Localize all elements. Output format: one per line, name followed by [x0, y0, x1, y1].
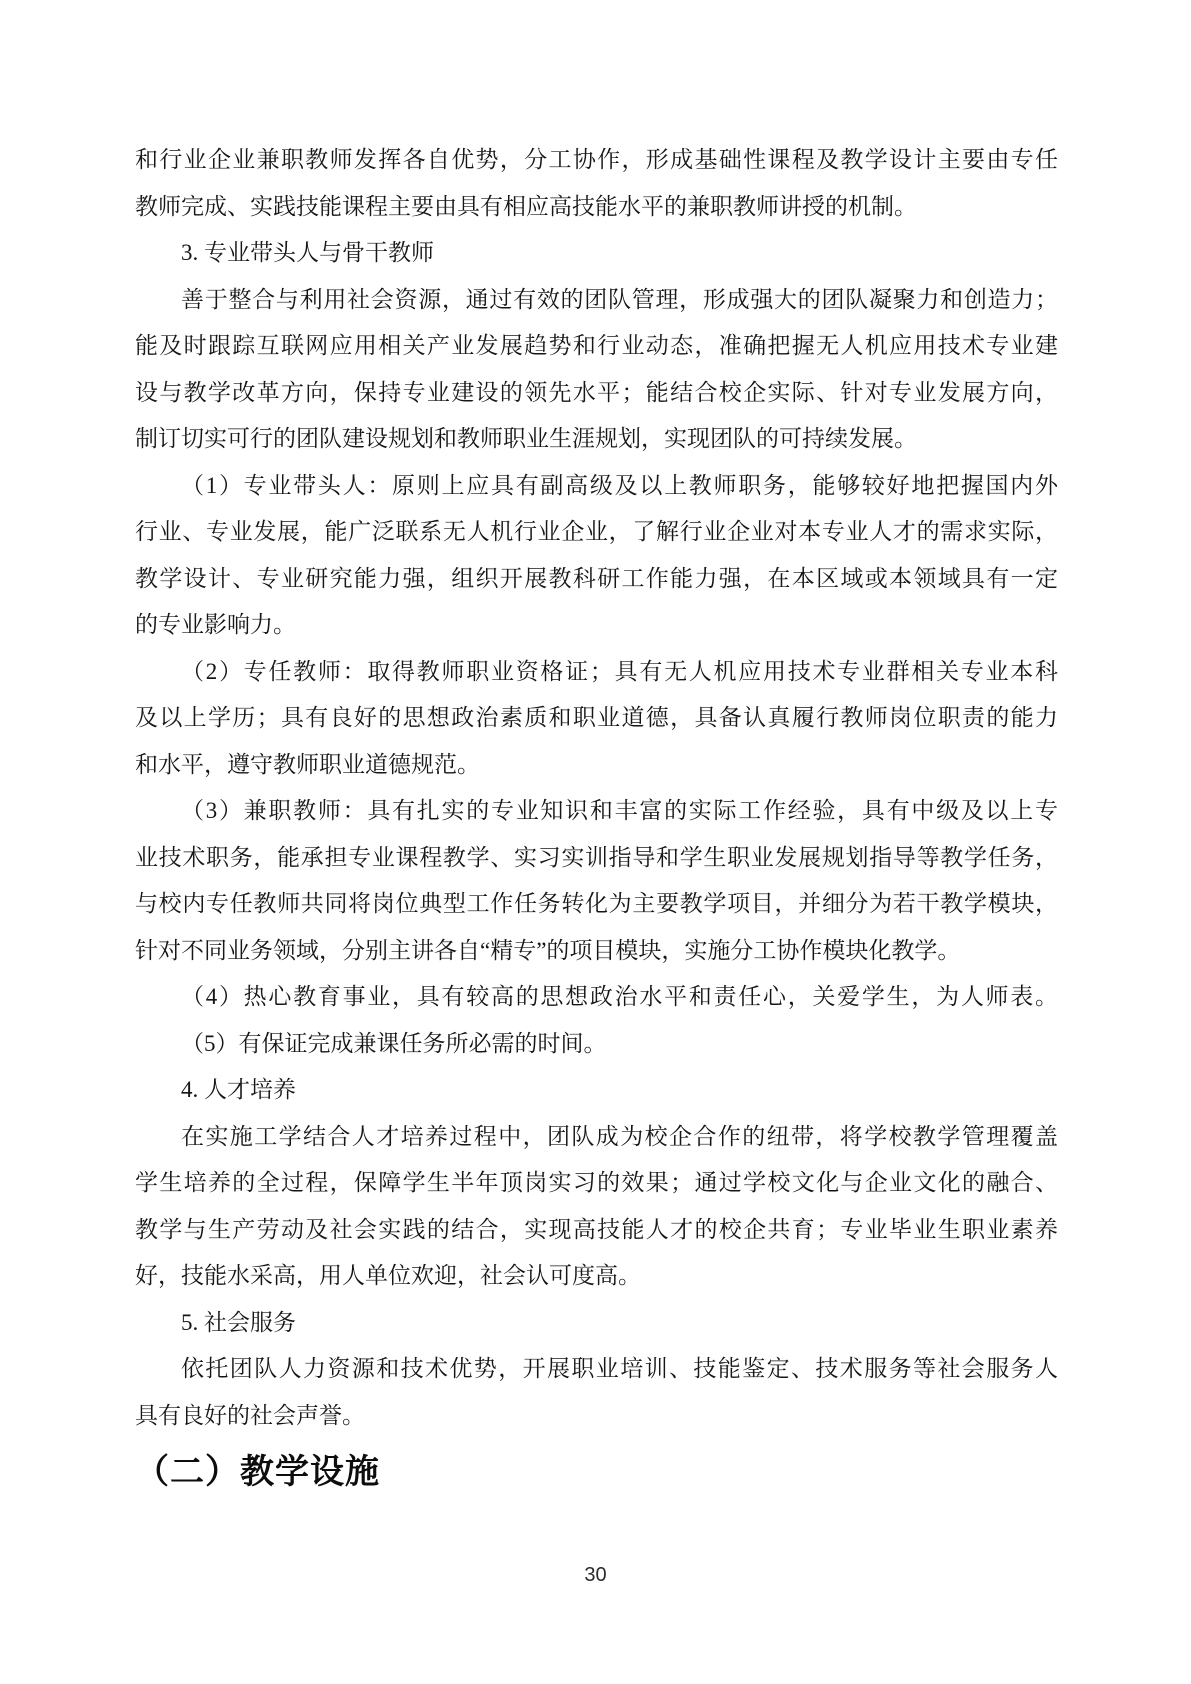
text-line: 制订切实可行的团队建设规划和教师职业生涯规划，实现团队的可持续发展。	[135, 426, 917, 451]
text-line: （2）专任教师：取得教师职业资格证；具有无人机应用技术专业群相关专业本科	[181, 658, 1058, 684]
text-line: 善于整合与利用社会资源，通过有效的团队管理，形成强大的团队凝聚力和创造力；	[181, 286, 1058, 312]
text-line: 具有良好的社会声誉。	[135, 1402, 365, 1428]
text-line: 教学设计、专业研究能力强，组织开展教科研工作能力强，在本区域或本领域具有一定	[135, 565, 1058, 591]
page-footer	[0, 1564, 1191, 1587]
text-line: 学生培养的全过程，保障学生半年顶岗实习的效果；通过学校文化与企业文化的融合、	[135, 1170, 1058, 1195]
document-body	[135, 137, 1058, 1439]
text-line: 3. 专业带头人与骨干教师	[181, 240, 434, 265]
text-line: 与校内专任教师共同将岗位典型工作任务转化为主要教学项目，并细分为若干教学模块，	[135, 891, 1058, 916]
text-line: 依托团队人力资源和技术优势，开展职业培训、技能鉴定、技术服务等社会服务人	[181, 1356, 1058, 1381]
text-line: 行业、专业发展，能广泛联系无人机行业企业，了解行业企业对本专业人才的需求实际，	[135, 519, 1058, 544]
text-line: （1）专业带头人：原则上应具有副高级及以上教师职务，能够较好地把握国内外	[181, 472, 1058, 498]
text-line: （5）有保证完成兼课任务所必需的时间。	[181, 1030, 607, 1056]
text-line: （4）热心教育事业，具有较高的思想政治水平和责任心，关爱学生，为人师表。	[181, 984, 1058, 1009]
text-line: 在实施工学结合人才培养过程中，团队成为校企合作的纽带，将学校教学管理覆盖	[181, 1123, 1058, 1149]
text-line: 及以上学历；具有良好的思想政治素质和职业道德，具备认真履行教师岗位职责的能力	[135, 705, 1058, 730]
page-number: 30	[584, 1564, 607, 1586]
section-heading: （二）教学设施	[135, 1453, 380, 1491]
text-line: 和水平，遵守教师职业道德规范。	[135, 751, 480, 777]
text-line: 针对不同业务领域，分别主讲各自“精专”的项目模块，实施分工协作模块化教学。	[135, 937, 961, 963]
text-line: 5. 社会服务	[181, 1309, 296, 1335]
text-line: 教师完成、实践技能课程主要由具有相应高技能水平的兼职教师讲授的机制。	[135, 193, 917, 219]
text-line: 和行业企业兼职教师发挥各自优势，分工协作，形成基础性课程及教学设计主要由专任	[135, 147, 1058, 172]
text-line: 教学与生产劳动及社会实践的结合，实现高技能人才的校企共育；专业毕业生职业素养	[135, 1216, 1058, 1242]
text-line: 的专业影响力。	[135, 612, 296, 637]
text-line: 业技术职务，能承担专业课程教学、实习实训指导和学生职业发展规划指导等教学任务，	[135, 844, 1058, 870]
text-line: 设与教学改革方向，保持专业建设的领先水平；能结合校企实际、针对专业发展方向，	[135, 379, 1058, 405]
text-line: 能及时跟踪互联网应用相关产业发展趋势和行业动态，准确把握无人机应用技术专业建	[135, 333, 1058, 358]
text-line: （3）兼职教师：具有扎实的专业知识和丰富的实际工作经验，具有中级及以上专	[181, 798, 1058, 823]
text-line: 好，技能水采高，用人单位欢迎，社会认可度高。	[135, 1263, 641, 1288]
text-line: 4. 人才培养	[181, 1077, 296, 1102]
